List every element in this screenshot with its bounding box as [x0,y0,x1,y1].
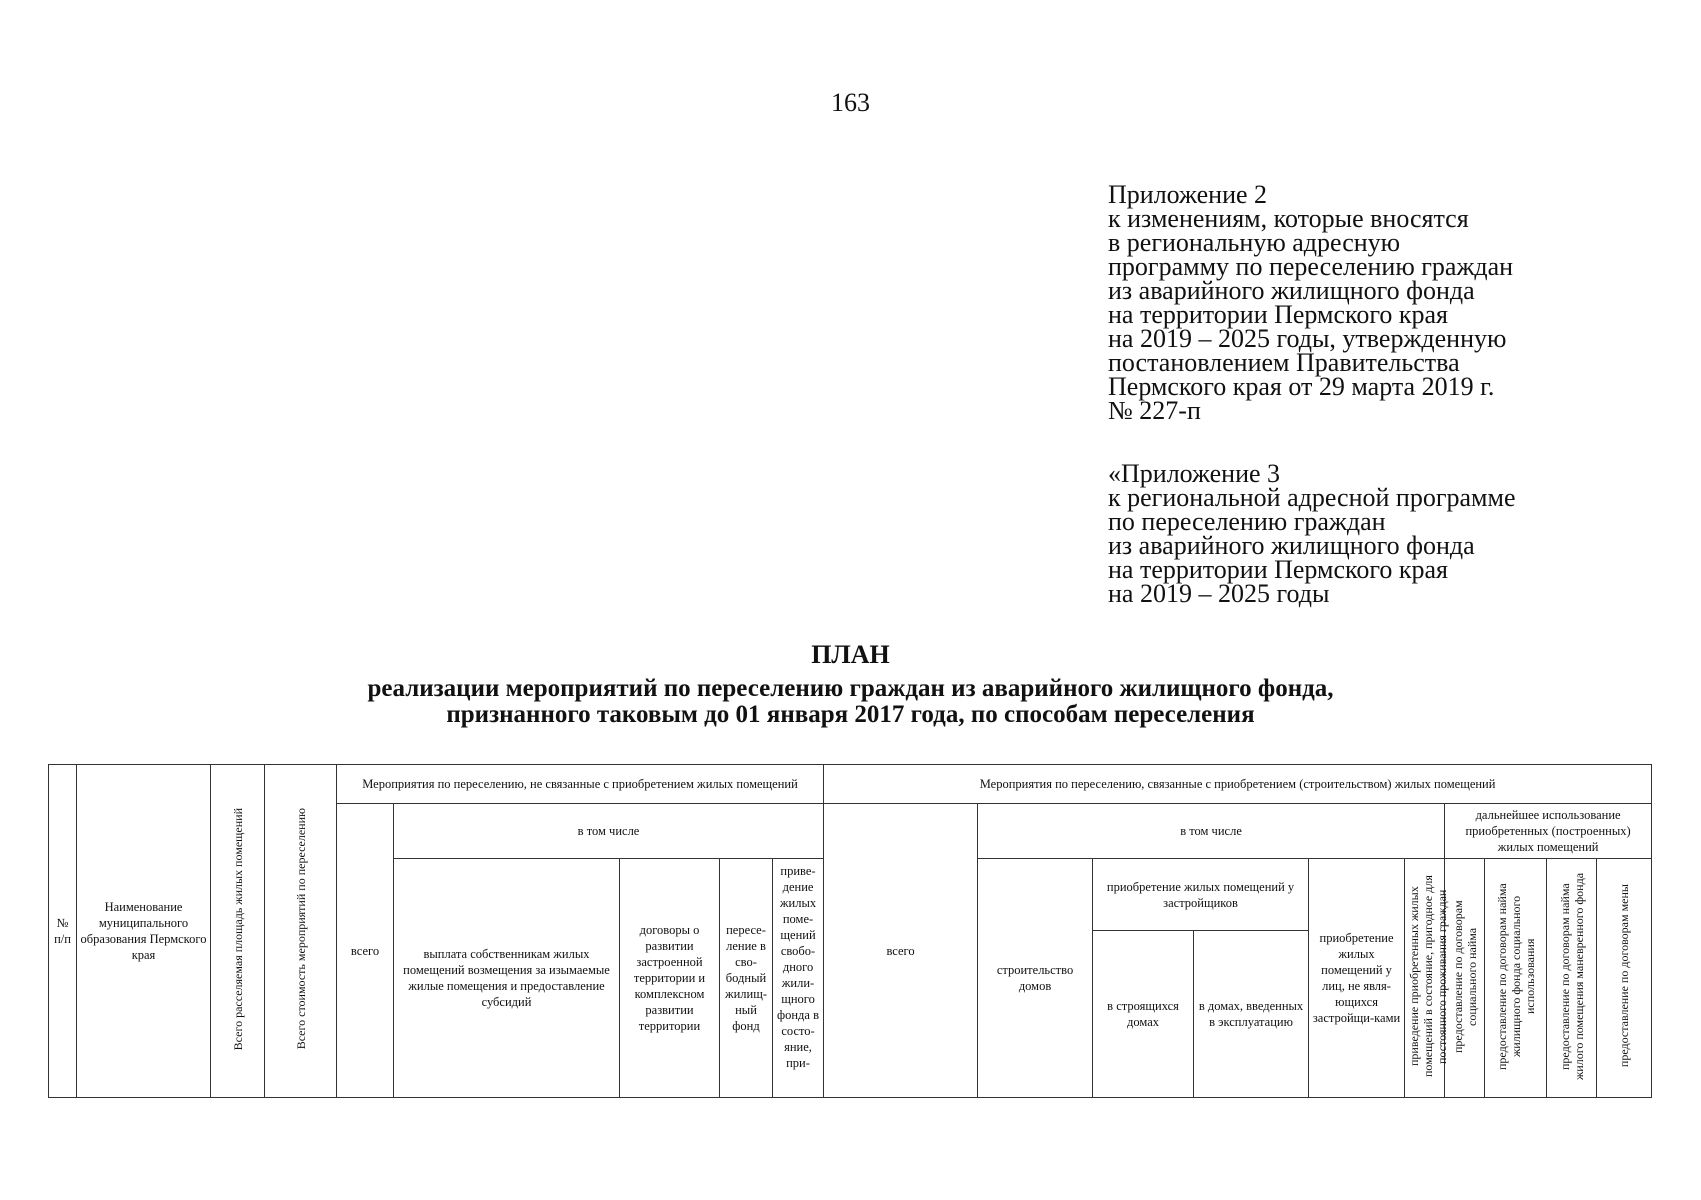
appendix-quote [1108,459,1516,608]
commissioned-header: в домах, введенных в эксплуатацию [1194,931,1309,1098]
col-total-cost-header [265,765,337,1098]
appendix-header-line: № 227-п [1108,396,1201,425]
appendix-quote-line: «Приложение 3 [1108,459,1281,488]
appendix-header-line: на 2019 – 2025 годы, утвержденную [1108,324,1507,353]
bringing-acquired-header [1405,859,1450,1098]
appendix-header [1108,180,1514,425]
group-acquisition-header: Мероприятия по переселению, связанные с приобретением (строительством) жилых помещений [824,765,1652,804]
maneuver-rent-label: предоставление по договорам найма жилого помещения маневренного фонда [1557,872,1586,1080]
from-developers-header: приобретение жилых помещений у застройщиков [1093,859,1309,931]
bringing-free-header: приве-дение жилых поме-щений свобо-дного жили-щного фонда в состо-яние, при- [773,859,824,1098]
including-acquisition-header: в том числе [978,804,1445,859]
appendix-quote-line: на 2019 – 2025 годы [1108,579,1330,608]
further-use-header: дальнейшее использование приобретенных (построенных) жилых помещений [1445,804,1652,859]
appendix-quote-line: к региональной адресной программе [1108,483,1516,512]
appendix-header-line: в региональную адресную [1108,228,1401,257]
appendix-header-line: на территории Пермского края [1108,300,1448,329]
appendix-header-line: программу по переселению граждан [1108,252,1514,281]
plan-subtitle-line: реализации мероприятий по переселению граждан из аварийного жилищного фонда, [367,675,1334,702]
col-total-cost-label: Всего стоимость мероприятий по переселению [293,808,308,1050]
total-acquisition-header: всего [824,804,978,1098]
payment-header: выплата собственникам жилых помещений возмещения за изымаемые жилые помещения и предоставление субсидий [394,859,620,1098]
plan-subtitle [0,676,1701,728]
col-total-area-label: Всего расселяемая площадь жилых помещений [230,807,245,1051]
exchange-label: предоставление по договорам мены [1617,884,1632,1068]
plan-table [48,764,1652,1098]
appendix-header-line: постановлением Правительства [1108,348,1460,377]
social-rent-label: предоставление по договорам социального найма [1450,899,1479,1053]
social-use-rent-header [1485,859,1547,1098]
plan-subtitle-line: признанного таковым до 01 января 2017 года, по способам переселения [446,701,1255,728]
page-number: 163 [831,88,870,117]
resettlement-free-header: пересе-ление в сво-бодный жилищ-ный фонд [720,859,773,1098]
appendix-quote-line: по переселению граждан [1108,507,1386,536]
appendix-quote-line: на территории Пермского края [1108,555,1448,584]
social-use-rent-label: предоставление по договорам найма жилищного фонда социального использования [1494,882,1537,1070]
from-non-developers-header: приобретение жилых помещений у лиц, не явля-ющихся застройщи-ками [1309,859,1405,1098]
under-construction-header: в строящихся домах [1093,931,1194,1098]
agreements-header: договоры о развитии застроенной территории и комплексном развитии территории [620,859,720,1098]
maneuver-rent-header [1547,859,1597,1098]
appendix-quote-line: из аварийного жилищного фонда [1108,531,1475,560]
bringing-acquired-label: приведение приобретенных жилых помещений в состояние, пригодное для постоянного проживания граждан [1407,875,1450,1077]
exchange-header [1597,859,1652,1098]
appendix-header-line: из аварийного жилищного фонда [1108,276,1475,305]
col-number-header: № п/п [49,765,77,1098]
appendix-header-line: Приложение 2 [1108,180,1268,209]
including-not-acquisition-header: в том числе [394,804,824,859]
total-not-acquisition-header: всего [337,804,394,1098]
group-not-acquisition-header: Мероприятия по переселению, не связанные с приобретением жилых помещений [337,765,824,804]
plan-title: ПЛАН [811,640,890,669]
col-municipality-header: Наименование муниципального образования Пермского края [77,765,211,1098]
col-total-area-header [211,765,265,1098]
construction-header: строительство домов [978,859,1093,1098]
social-rent-header [1445,859,1485,1098]
appendix-header-line: к изменениям, которые вносятся [1108,204,1469,233]
appendix-header-line: Пермского края от 29 марта 2019 г. [1108,372,1495,401]
